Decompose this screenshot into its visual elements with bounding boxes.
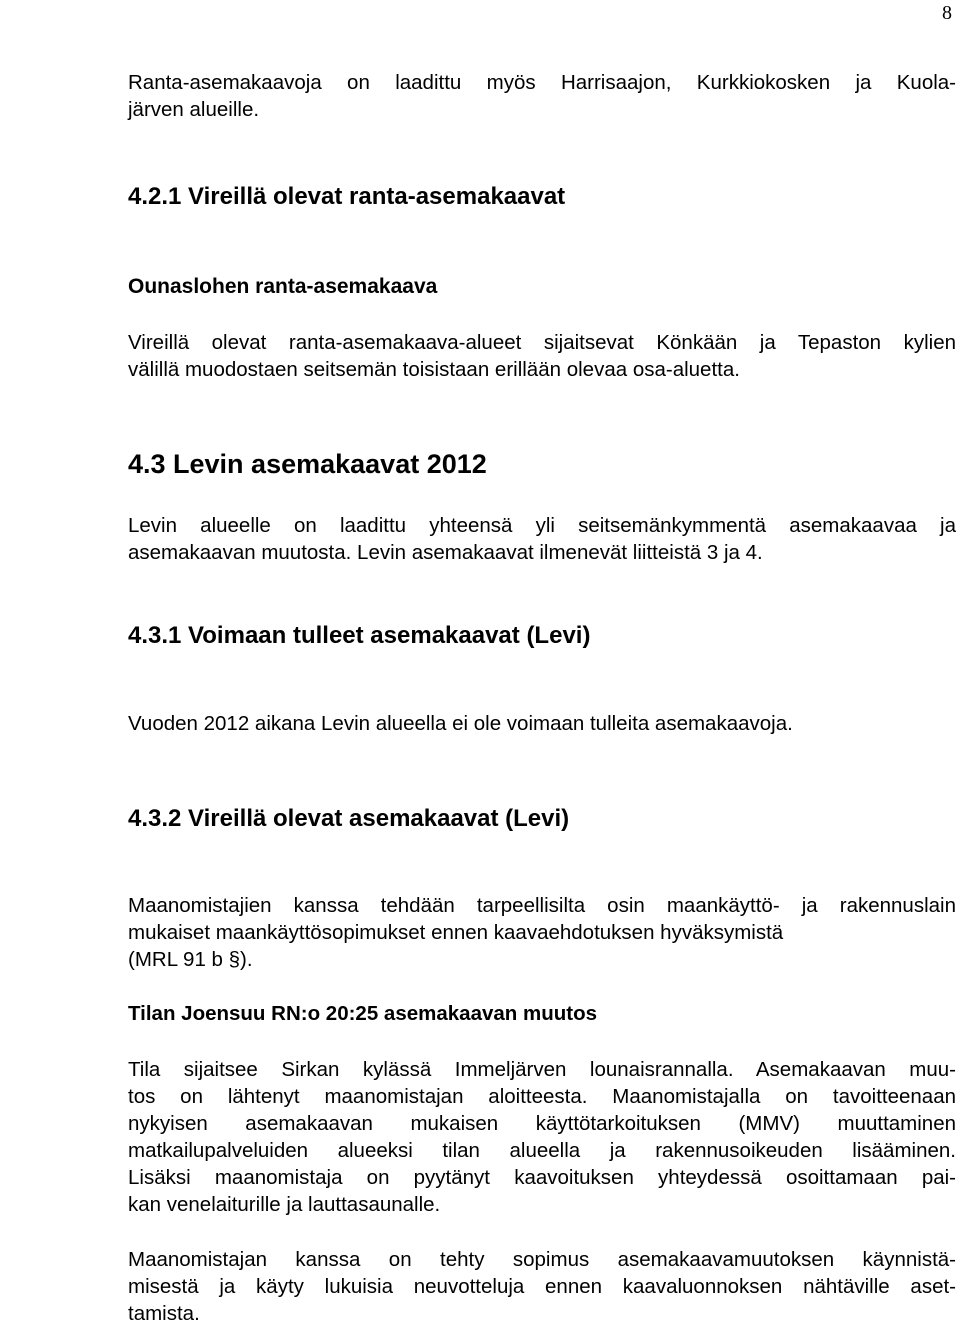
paragraph-line: Vuoden 2012 aikana Levin alueella ei ole voimaan tulleita asemakaavoja. bbox=[128, 712, 793, 735]
levi-paragraph bbox=[128, 512, 956, 566]
paragraph-line: tos on lähtenyt maanomistajan aloitteesta. Maanomistajalla on tavoitteenaan bbox=[128, 1085, 956, 1108]
paragraph-line: järven alueille. bbox=[128, 98, 260, 121]
paragraph-line: Ranta-asemakaavoja on laadittu myös Harrisaajon, Kurkkiokosken ja Kuola- bbox=[128, 71, 956, 94]
paragraph-line: Lisäksi maanomistaja on pyytänyt kaavoituksen yhteydessä osoittamaan pai- bbox=[128, 1166, 956, 1189]
voimaan-paragraph bbox=[128, 710, 956, 737]
paragraph-line: asemakaavan muutosta. Levin asemakaavat ilmenevät liitteistä 3 ja 4. bbox=[128, 541, 763, 564]
intro-paragraph bbox=[128, 69, 956, 123]
page-number: 8 bbox=[942, 2, 952, 24]
paragraph-line: mukaiset maankäyttösopimukset ennen kaavaehdotuksen hyväksymistä bbox=[128, 921, 784, 944]
section-heading-4-3-1: 4.3.1 Voimaan tulleet asemakaavat (Levi) bbox=[128, 622, 591, 649]
paragraph-line: kan venelaiturille ja lauttasaunalle. bbox=[128, 1193, 441, 1216]
paragraph-line: misestä ja käyty lukuisia neuvotteluja ennen kaavaluonnoksen nähtäville aset- bbox=[128, 1275, 956, 1298]
paragraph-line: tamista. bbox=[128, 1302, 200, 1325]
subsection-heading-joensuu: Tilan Joensuu RN:o 20:25 asemakaavan muutos bbox=[128, 1002, 598, 1025]
paragraph-line: (MRL 91 b §). bbox=[128, 948, 253, 971]
vireilla-paragraph bbox=[128, 892, 956, 973]
paragraph-line: Maanomistajan kanssa on tehty sopimus asemakaavamuutoksen käynnistä- bbox=[128, 1248, 956, 1271]
subsection-heading-ounaslohi: Ounaslohen ranta-asemakaava bbox=[128, 275, 438, 298]
joensuu-paragraph-1 bbox=[128, 1056, 956, 1218]
paragraph-line: välillä muodostaen seitsemän toisistaan erillään olevaa osa-aluetta. bbox=[128, 358, 740, 381]
paragraph-line: Vireillä olevat ranta-asemakaava-alueet sijaitsevat Könkään ja Tepaston kylien bbox=[128, 331, 956, 354]
paragraph-line: Tila sijaitsee Sirkan kylässä Immeljärven lounaisrannalla. Asemakaavan muu- bbox=[128, 1058, 956, 1081]
section-heading-4-2-1: 4.2.1 Vireillä olevat ranta-asemakaavat bbox=[128, 183, 566, 210]
section-heading-4-3-2: 4.3.2 Vireillä olevat asemakaavat (Levi) bbox=[128, 805, 570, 832]
paragraph-line: Maanomistajien kanssa tehdään tarpeellisilta osin maankäyttö- ja rakennuslain bbox=[128, 894, 956, 917]
paragraph-line: Levin alueelle on laadittu yhteensä yli seitsemänkymmentä asemakaavaa ja bbox=[128, 514, 956, 537]
paragraph-line: matkailupalveluiden alueeksi tilan alueella ja rakennusoikeuden lisääminen. bbox=[128, 1139, 956, 1162]
paragraph-line: nykyisen asemakaavan mukaisen käyttötarkoituksen (MMV) muuttaminen bbox=[128, 1112, 956, 1135]
ounaslohi-paragraph bbox=[128, 329, 956, 383]
section-heading-4-3: 4.3 Levin asemakaavat 2012 bbox=[128, 449, 487, 479]
joensuu-paragraph-2 bbox=[128, 1246, 956, 1327]
